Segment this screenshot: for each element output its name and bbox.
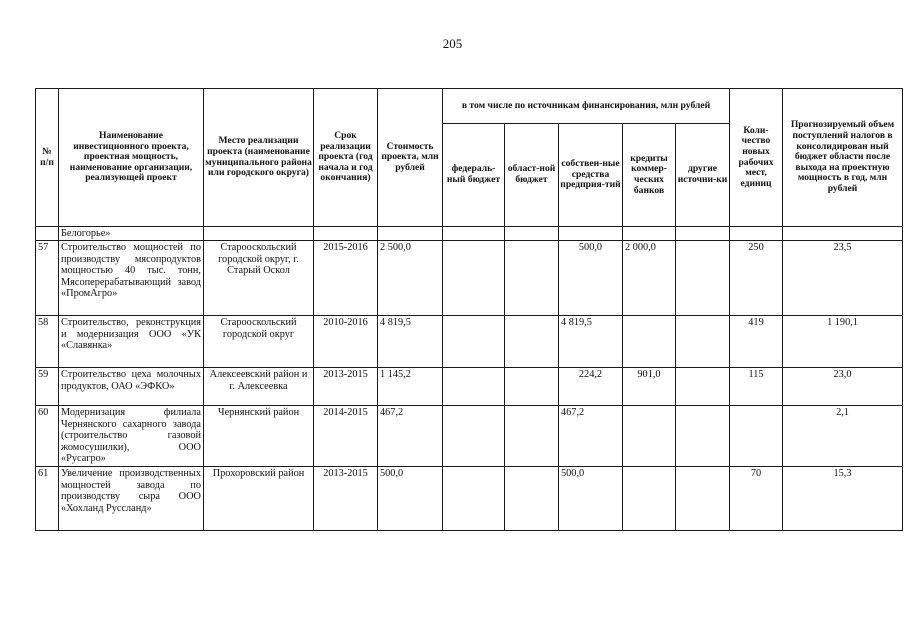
header-own-funds: собствен-ные средства предприя-тий — [559, 124, 623, 227]
cell-project-name: Строительство мощностей по производству мясопродуктов мощностью 40 тыс. тонн, Мясоперерабатывающий завод «ПромАгро» — [59, 241, 204, 316]
cell-num: 61 — [36, 467, 59, 531]
cell-place: Чернянский район — [204, 406, 314, 467]
header-cost: Стоимость проекта, млн рублей — [378, 89, 443, 227]
cell-cost: 4 819,5 — [378, 316, 443, 368]
cell-term: 2013-2015 — [314, 467, 378, 531]
cell-own-funds: 467,2 — [559, 406, 623, 467]
cell-project-name: Строительство цеха молочных продуктов, ОАО «ЭФКО» — [59, 368, 204, 406]
table-row — [36, 241, 903, 316]
cell-place: Старооскольский городской округ — [204, 316, 314, 368]
header-taxes: Прогнозируемый объем поступлений налогов в консолидирован ный бюджет области после выхода на проектную мощность в год, млн рублей — [783, 89, 903, 227]
cell-federal — [443, 368, 505, 406]
cell-term: 2014-2015 — [314, 406, 378, 467]
header-num: № п/п — [36, 89, 59, 227]
cell-taxes: 1 190,1 — [783, 316, 903, 368]
cell-regional — [505, 368, 559, 406]
cell-taxes: 15,3 — [783, 467, 903, 531]
cell-regional — [505, 241, 559, 316]
header-bank-loans: кредиты коммер-ческих банков — [623, 124, 676, 227]
cell-jobs — [730, 406, 783, 467]
header-federal: федераль-ный бюджет — [443, 124, 505, 227]
table-row — [36, 467, 903, 531]
cell-num: 59 — [36, 368, 59, 406]
table-row — [36, 406, 903, 467]
table-row — [36, 316, 903, 368]
page-number: 205 — [442, 36, 463, 51]
cell-federal — [443, 406, 505, 467]
cell-own-funds: 224,2 — [559, 368, 623, 406]
header-term: Срок реализации проекта (год начала и год окончания) — [314, 89, 378, 227]
cell-jobs: 419 — [730, 316, 783, 368]
cell-bank-loans — [623, 406, 676, 467]
cell-cost: 1 145,2 — [378, 368, 443, 406]
cell-taxes: 23,5 — [783, 241, 903, 316]
cell-num: 58 — [36, 316, 59, 368]
cell-federal — [443, 316, 505, 368]
cell-other-sources — [676, 406, 730, 467]
cell-place: Прохоровский район — [204, 467, 314, 531]
cell-federal — [443, 467, 505, 531]
cell-cost: 500,0 — [378, 467, 443, 531]
cell-regional — [505, 316, 559, 368]
cell-regional — [505, 467, 559, 531]
cell-bank-loans — [623, 467, 676, 531]
cell-own-funds: 500,0 — [559, 241, 623, 316]
cell-federal — [443, 241, 505, 316]
cell-num: 60 — [36, 406, 59, 467]
cell-bank-loans — [623, 316, 676, 368]
header-other-sources: другие источни-ки — [676, 124, 730, 227]
cell-term: 2015-2016 — [314, 241, 378, 316]
cell-regional — [505, 406, 559, 467]
cell-term: 2010-2016 — [314, 316, 378, 368]
continuation-text: Белогорье» — [59, 227, 204, 241]
table-row — [36, 368, 903, 406]
cell-jobs: 70 — [730, 467, 783, 531]
continuation-row — [36, 227, 903, 241]
cell-project-name: Модернизация филиала Чернянского сахарного завода (строительство газовой жомосушилки), ООО «Русагро» — [59, 406, 204, 467]
cell-jobs: 115 — [730, 368, 783, 406]
cell-place: Алексеевский район и г. Алексеевка — [204, 368, 314, 406]
cell-other-sources — [676, 368, 730, 406]
cell-project-name: Строительство, реконструкция и модернизация ООО «УК «Славянка» — [59, 316, 204, 368]
cell-other-sources — [676, 467, 730, 531]
cell-other-sources — [676, 241, 730, 316]
cell-taxes: 23,0 — [783, 368, 903, 406]
cell-project-name: Увеличение производственных мощностей завода по производству сыра ООО «Хохланд Руссланд» — [59, 467, 204, 531]
cell-place: Старооскольский городской округ, г. Старый Оскол — [204, 241, 314, 316]
cell-cost: 2 500,0 — [378, 241, 443, 316]
cell-other-sources — [676, 316, 730, 368]
cell-cost: 467,2 — [378, 406, 443, 467]
header-regional: област-ной бюджет — [505, 124, 559, 227]
header-place: Место реализации проекта (наименование муниципального района или городского округа) — [204, 89, 314, 227]
header-jobs: Коли-чество новых рабочих мест, единиц — [730, 89, 783, 227]
cell-jobs: 250 — [730, 241, 783, 316]
header-row-top — [36, 89, 903, 124]
investment-projects-table — [35, 88, 903, 531]
cell-own-funds: 4 819,5 — [559, 316, 623, 368]
cell-bank-loans: 901,0 — [623, 368, 676, 406]
header-sources-group: в том числе по источникам финансирования, млн рублей — [443, 89, 730, 124]
cell-taxes: 2,1 — [783, 406, 903, 467]
header-project-name: Наименование инвестиционного проекта, проектная мощность, наименование организации, реализующей проект — [59, 89, 204, 227]
cell-num: 57 — [36, 241, 59, 316]
cell-own-funds: 500,0 — [559, 467, 623, 531]
cell-term: 2013-2015 — [314, 368, 378, 406]
cell-bank-loans: 2 000,0 — [623, 241, 676, 316]
